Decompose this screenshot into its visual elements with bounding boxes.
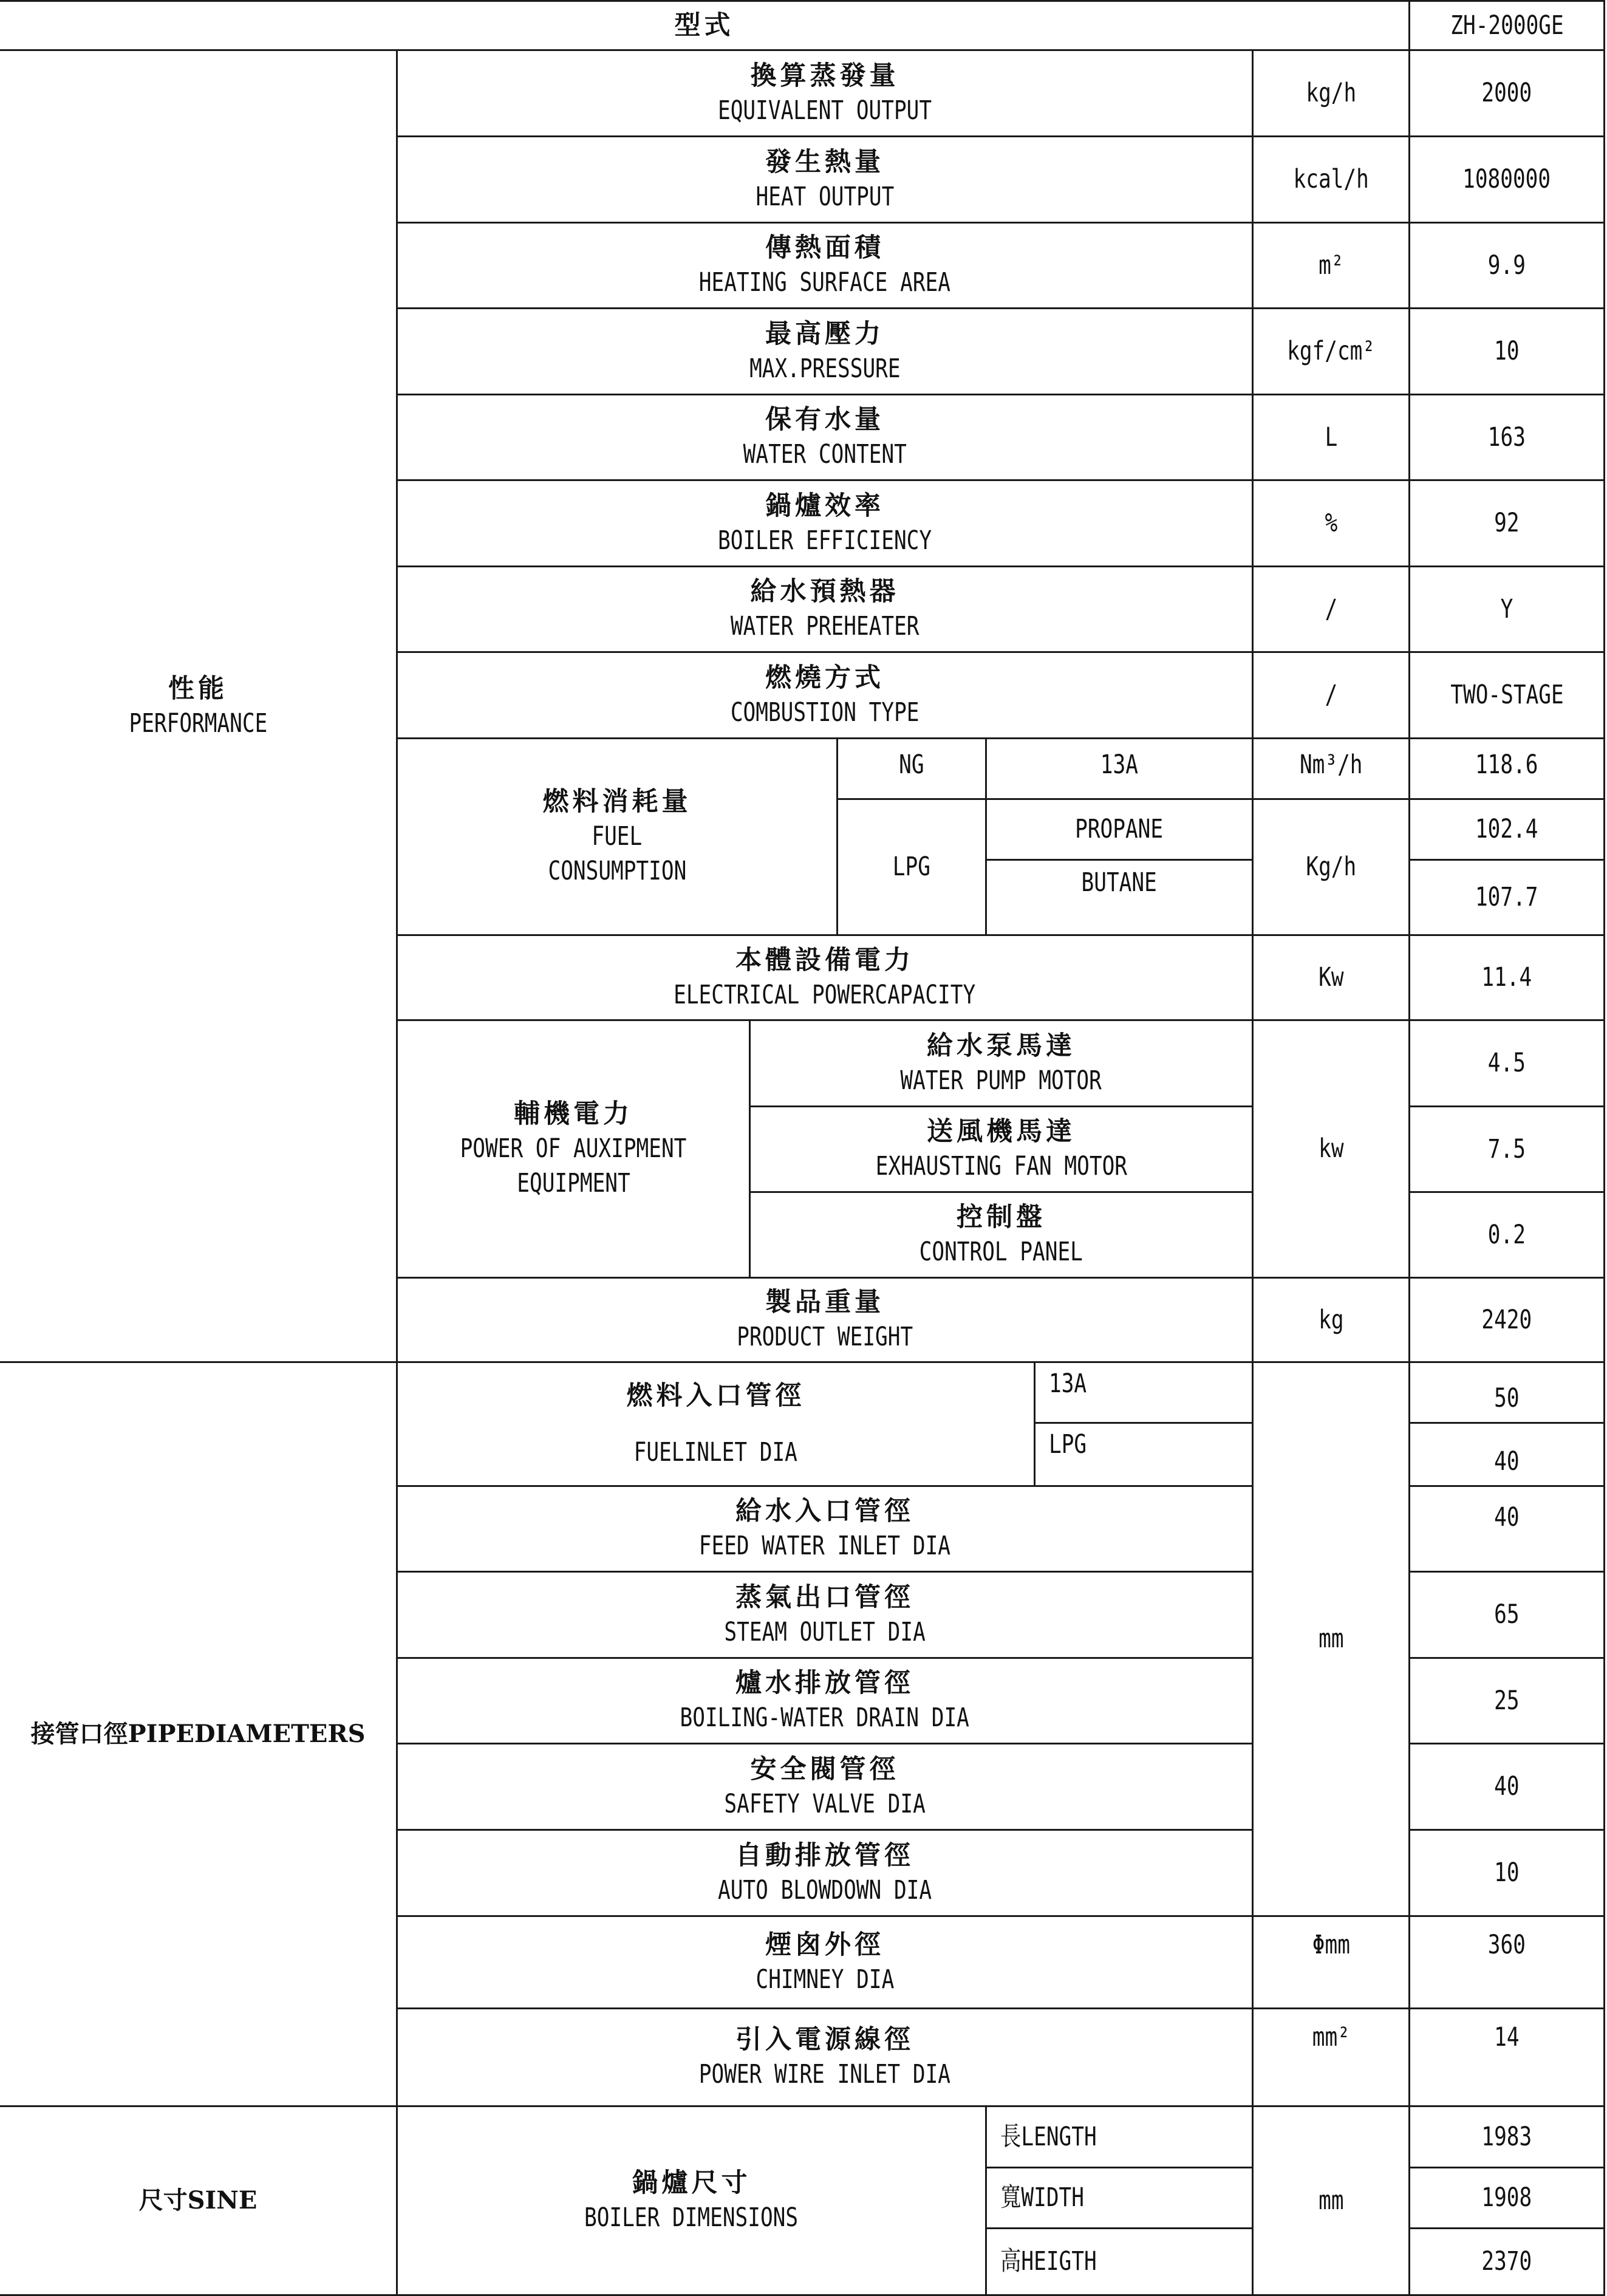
performance-fuel-ng-sub: 13A <box>1100 750 1139 780</box>
pipes-drain-en: BOILING-WATER DRAIN DIA <box>680 1703 970 1733</box>
pipes-safety-zh: 安全閥管徑 <box>750 1754 899 1785</box>
performance-weight-zh: 製品重量 <box>765 1287 884 1318</box>
model-label-cell <box>0 0 1410 51</box>
performance-fuel-zh: 燃料消耗量 <box>542 787 692 818</box>
heat-output-label <box>396 135 1254 224</box>
pipes-mm-unit <box>1252 1361 1410 1917</box>
combustion-value <box>1408 651 1605 739</box>
pipes-fuel-inlet-lpg-value: 40 <box>1494 1446 1520 1477</box>
cell-text-stack <box>112 672 285 741</box>
size-width-label: 寬WIDTH <box>1000 2182 1084 2213</box>
performance-fuel-en2: CONSUMPTION <box>548 855 686 886</box>
performance-heating-surface-zh: 傳熱面積 <box>765 233 884 264</box>
heating-surface-value <box>1408 222 1605 309</box>
preheater-value <box>1408 565 1605 653</box>
cell-text-stack <box>699 1752 950 1822</box>
steam-outlet-value <box>1408 1571 1605 1659</box>
electrical-label <box>396 934 1254 1021</box>
performance-aux-en1: POWER OF AUXIPMENT <box>460 1133 687 1164</box>
performance-weight-en: PRODUCT WEIGHT <box>737 1322 913 1352</box>
size-height-label: 高HEIGTH <box>1000 2246 1097 2277</box>
equivalent-output-unit <box>1252 49 1410 137</box>
width-label <box>985 2167 1254 2229</box>
water-content-unit <box>1252 394 1410 481</box>
fuel-lpg-type <box>836 798 987 936</box>
cell-text-stack <box>707 661 943 730</box>
cell-text-stack <box>691 59 958 128</box>
max-pressure-unit <box>1252 307 1410 395</box>
size-unit: mm <box>1318 2185 1344 2216</box>
chimney-value <box>1408 1915 1605 2009</box>
fuel-ng-unit <box>1252 737 1410 800</box>
drain-value <box>1408 1657 1605 1744</box>
fuel-ng-type <box>836 737 987 800</box>
power-wire-label <box>396 2007 1254 2107</box>
efficiency-value <box>1408 479 1605 567</box>
pipes-blowdown-value: 10 <box>1494 1857 1520 1888</box>
performance-combustion-unit: / <box>1325 680 1337 711</box>
cell-text-stack <box>432 1097 715 1200</box>
performance-water-content-zh: 保有水量 <box>765 405 884 436</box>
fuel-butane-sub <box>985 859 1254 936</box>
performance-efficiency-zh: 鍋爐效率 <box>765 490 884 521</box>
performance-aux-en2: EQUIPMENT <box>516 1167 630 1198</box>
performance-weight-unit: kg <box>1318 1304 1344 1335</box>
performance-efficiency-unit: % <box>1325 508 1337 539</box>
performance-electrical-value: 11.4 <box>1481 962 1532 993</box>
performance-label-zh: 性能 <box>168 673 228 704</box>
cell-text-stack <box>844 1115 1159 1184</box>
performance-electrical-unit: Kw <box>1318 962 1344 993</box>
cell-text-stack <box>715 1285 935 1355</box>
height-label <box>985 2227 1254 2296</box>
performance-combustion-zh: 燃燒方式 <box>765 662 884 693</box>
chimney-label <box>396 1915 1254 2009</box>
max-pressure-value <box>1408 307 1605 395</box>
performance-heat-output-value: 1080000 <box>1462 164 1551 195</box>
performance-fuel-ng-unit: Nm³/h <box>1299 750 1363 780</box>
cell-text-stack <box>723 403 927 472</box>
preheater-label <box>396 565 1254 653</box>
performance-fuel-lpg-type: LPG <box>892 852 931 883</box>
pipes-safety-value: 40 <box>1494 1771 1520 1802</box>
aux-fan-label <box>749 1105 1254 1193</box>
performance-aux-panel-zh: 控制盤 <box>956 1202 1046 1233</box>
water-content-value <box>1408 394 1605 481</box>
pipes-steam-zh: 蒸氣出口管徑 <box>735 1582 914 1613</box>
pipes-fuel-inlet-en: FUELINLET DIA <box>633 1437 798 1467</box>
performance-heating-surface-unit: m² <box>1318 250 1344 281</box>
performance-aux-unit: kw <box>1318 1133 1344 1164</box>
cell-text-stack <box>691 1839 958 1908</box>
pipes-fuel-inlet-r13a-sub: 13A <box>1049 1368 1087 1399</box>
performance-combustion-value: TWO-STAGE <box>1450 680 1564 711</box>
heating-surface-label <box>396 222 1254 309</box>
size-zh: 鍋爐尺寸 <box>632 2168 751 2199</box>
pipes-fuel-inlet-zh: 燃料入口管徑 <box>626 1380 805 1411</box>
electrical-unit <box>1252 934 1410 1021</box>
combustion-unit <box>1252 651 1410 739</box>
size-width-value: 1908 <box>1481 2182 1532 2213</box>
performance-heat-output-en: HEAT OUTPUT <box>756 181 894 212</box>
size-en: BOILER DIMENSIONS <box>584 2202 799 2233</box>
cell-text-stack <box>699 1580 950 1650</box>
performance-heating-surface-value: 9.9 <box>1487 250 1526 281</box>
aux-power-label <box>396 1019 751 1279</box>
heating-surface-unit <box>1252 222 1410 309</box>
cell-text-stack <box>739 1928 912 1997</box>
performance-fuel-lpg-propane-value: 102.4 <box>1475 814 1538 845</box>
chimney-unit <box>1252 1915 1410 2009</box>
max-pressure-label <box>396 307 1254 395</box>
pipes-chimney-unit: Φmm <box>1312 1930 1350 1960</box>
pipes-power-wire-value: 14 <box>1494 2022 1520 2052</box>
aux-panel-label <box>749 1191 1254 1279</box>
performance-equivalent-output-value: 2000 <box>1481 78 1532 109</box>
aux-fan-value <box>1408 1105 1605 1193</box>
pipes-chimney-value: 360 <box>1487 1930 1526 1960</box>
model-value-cell <box>1408 0 1605 51</box>
performance-heating-surface-en: HEATING SURFACE AREA <box>698 267 951 298</box>
length-value <box>1408 2105 1605 2168</box>
performance-water-content-unit: L <box>1325 422 1337 453</box>
feed-water-value <box>1408 1485 1605 1573</box>
performance-fuel-lpg-butane-sub: BUTANE <box>1081 867 1158 898</box>
performance-efficiency-value: 92 <box>1494 508 1520 539</box>
performance-aux-pump-value: 4.5 <box>1487 1048 1526 1079</box>
performance-fuel-lpg-butane-value: 107.7 <box>1475 882 1538 913</box>
electrical-value <box>1408 934 1605 1021</box>
heat-output-value <box>1408 135 1605 224</box>
performance-aux-zh: 輔機電力 <box>514 1099 633 1130</box>
pipes-blowdown-zh: 自動排放管徑 <box>735 1840 914 1871</box>
aux-panel-value <box>1408 1191 1605 1279</box>
performance-label-en: PERFORMANCE <box>129 708 267 739</box>
performance-fuel-ng-value: 118.6 <box>1475 750 1538 780</box>
length-label <box>985 2105 1254 2168</box>
size-length-label: 長LENGTH <box>1000 2121 1097 2152</box>
pipes-steam-value: 65 <box>1494 1599 1520 1630</box>
size-length-value: 1983 <box>1481 2121 1532 2152</box>
performance-heat-output-zh: 發生熱量 <box>765 146 884 177</box>
fuel-butane-value <box>1408 859 1605 936</box>
cell-text-stack <box>636 943 1013 1013</box>
fuel-inlet-label <box>396 1361 1036 1487</box>
pipes-drain-zh: 爐水排放管徑 <box>735 1668 914 1699</box>
safety-valve-label <box>396 1743 1254 1831</box>
performance-section-label <box>0 49 398 1363</box>
preheater-unit <box>1252 565 1410 653</box>
performance-aux-fan-value: 7.5 <box>1487 1133 1526 1164</box>
performance-aux-panel-en: CONTROL PANEL <box>919 1237 1083 1267</box>
fuel-consumption-label <box>396 737 838 936</box>
performance-fuel-lpg-unit: Kg/h <box>1306 852 1356 883</box>
performance-aux-panel-value: 0.2 <box>1487 1219 1526 1250</box>
weight-unit <box>1252 1277 1410 1363</box>
equivalent-output-label <box>396 49 1254 137</box>
height-value <box>1408 2227 1605 2296</box>
blowdown-value <box>1408 1829 1605 1917</box>
pipes-section-label <box>0 1361 398 2107</box>
cell-text-stack <box>899 1200 1104 1269</box>
size-label: 尺寸SINE <box>138 2185 258 2215</box>
performance-heat-output-unit: kcal/h <box>1293 164 1369 195</box>
pipes-feed-water-en: FEED WATER INLET DIA <box>698 1531 951 1561</box>
steam-outlet-label <box>396 1571 1254 1659</box>
cell-text-stack <box>691 489 958 558</box>
performance-fuel-ng-type: NG <box>899 750 924 780</box>
performance-max-pressure-en: MAX.PRESSURE <box>749 353 901 384</box>
pipes-fuel-inlet-r13a-value: 50 <box>1494 1383 1520 1414</box>
performance-water-content-value: 163 <box>1487 422 1526 453</box>
pipes-unit-mm: mm <box>1318 1624 1344 1655</box>
pipes-drain-value: 25 <box>1494 1685 1520 1716</box>
model-value: ZH-2000GE <box>1450 10 1564 41</box>
pipes-feed-water-zh: 給水入口管徑 <box>735 1496 914 1527</box>
size-height-value: 2370 <box>1481 2246 1532 2277</box>
cell-text-stack <box>731 317 920 386</box>
performance-weight-value: 2420 <box>1481 1304 1532 1335</box>
boiler-dimensions-label <box>396 2105 987 2296</box>
power-wire-unit <box>1252 2007 1410 2107</box>
cell-text-stack <box>707 575 943 644</box>
weight-value <box>1408 1277 1605 1363</box>
efficiency-label <box>396 479 1254 567</box>
performance-max-pressure-unit: kgf/cm² <box>1287 336 1375 367</box>
cell-text-stack <box>644 1666 1005 1735</box>
combustion-label <box>396 651 1254 739</box>
aux-pump-value <box>1408 1019 1605 1107</box>
fuel-inlet-13a-sub <box>1034 1361 1254 1424</box>
performance-aux-fan-en: EXHAUSTING FAN MOTOR <box>875 1151 1127 1181</box>
performance-max-pressure-value: 10 <box>1494 336 1520 367</box>
performance-equivalent-output-unit: kg/h <box>1306 78 1356 109</box>
water-content-label <box>396 394 1254 481</box>
cell-text-stack <box>531 785 704 888</box>
performance-preheater-zh: 給水預熱器 <box>750 576 899 607</box>
cell-text-stack <box>739 145 912 214</box>
model-label: 型式 <box>674 10 734 41</box>
cell-text-stack <box>558 2166 825 2235</box>
pipes-power-wire-en: POWER WIRE INLET DIA <box>698 2059 951 2089</box>
size-unit <box>1252 2105 1410 2296</box>
performance-max-pressure-zh: 最高壓力 <box>765 318 884 349</box>
width-value <box>1408 2167 1605 2229</box>
performance-equivalent-output-en: EQUIVALENT OUTPUT <box>717 95 932 126</box>
drain-label <box>396 1657 1254 1744</box>
feed-water-label <box>396 1485 1254 1573</box>
weight-label <box>396 1277 1254 1363</box>
performance-preheater-value: Y <box>1500 593 1513 624</box>
performance-electrical-zh: 本體設備電力 <box>735 945 914 975</box>
performance-water-content-en: WATER CONTENT <box>743 439 907 470</box>
performance-efficiency-en: BOILER EFFICIENCY <box>717 525 932 556</box>
cell-text-stack <box>667 231 982 300</box>
pipes-safety-en: SAFETY VALVE DIA <box>724 1788 926 1819</box>
fuel-inlet-lpg-value <box>1408 1422 1605 1487</box>
heat-output-unit <box>1252 135 1410 224</box>
performance-aux-pump-zh: 給水泵馬達 <box>927 1030 1076 1061</box>
fuel-inlet-13a-value <box>1408 1361 1605 1424</box>
size-section-label <box>0 2105 398 2296</box>
fuel-ng-value <box>1408 737 1605 800</box>
fuel-propane-value <box>1408 798 1605 861</box>
pipes-power-wire-zh: 引入電源線徑 <box>735 2024 914 2055</box>
pipes-chimney-zh: 煙囪外徑 <box>765 1929 884 1960</box>
cell-text-stack <box>613 1379 818 1470</box>
safety-valve-value <box>1408 1743 1605 1831</box>
blowdown-label <box>396 1829 1254 1917</box>
equivalent-output-value <box>1408 49 1605 137</box>
fuel-propane-sub <box>985 798 1254 861</box>
fuel-inlet-lpg-sub <box>1034 1422 1254 1487</box>
efficiency-unit <box>1252 479 1410 567</box>
power-wire-value <box>1408 2007 1605 2107</box>
pipes-steam-en: STEAM OUTLET DIA <box>724 1616 926 1647</box>
cell-text-stack <box>667 2023 982 2092</box>
performance-equivalent-output-zh: 換算蒸發量 <box>750 60 899 91</box>
performance-preheater-en: WATER PREHEATER <box>730 611 920 641</box>
pipes-feed-water-value: 40 <box>1494 1502 1520 1532</box>
aux-unit <box>1252 1019 1410 1279</box>
performance-aux-pump-en: WATER PUMP MOTOR <box>900 1065 1102 1096</box>
performance-fuel-lpg-propane-sub: PROPANE <box>1075 814 1164 845</box>
fuel-lpg-unit <box>1252 798 1410 936</box>
performance-aux-fan-zh: 送風機馬達 <box>926 1116 1076 1147</box>
pipes-label: 接管口徑PIPEDIAMETERS <box>30 1719 366 1748</box>
performance-electrical-en: ELECTRICAL POWERCAPACITY <box>674 979 976 1010</box>
cell-text-stack <box>667 1494 982 1563</box>
cell-text-stack <box>875 1029 1127 1098</box>
performance-preheater-unit: / <box>1325 593 1337 624</box>
fuel-ng-sub <box>985 737 1254 800</box>
performance-fuel-en1: FUEL <box>592 821 643 852</box>
pipes-chimney-en: CHIMNEY DIA <box>756 1964 894 1995</box>
pipes-fuel-inlet-lpg-sub: LPG <box>1049 1429 1087 1460</box>
performance-combustion-en: COMBUSTION TYPE <box>730 697 920 728</box>
aux-pump-label <box>749 1019 1254 1107</box>
pipes-power-wire-unit: mm² <box>1312 2022 1350 2052</box>
pipes-blowdown-en: AUTO BLOWDOWN DIA <box>717 1874 932 1905</box>
